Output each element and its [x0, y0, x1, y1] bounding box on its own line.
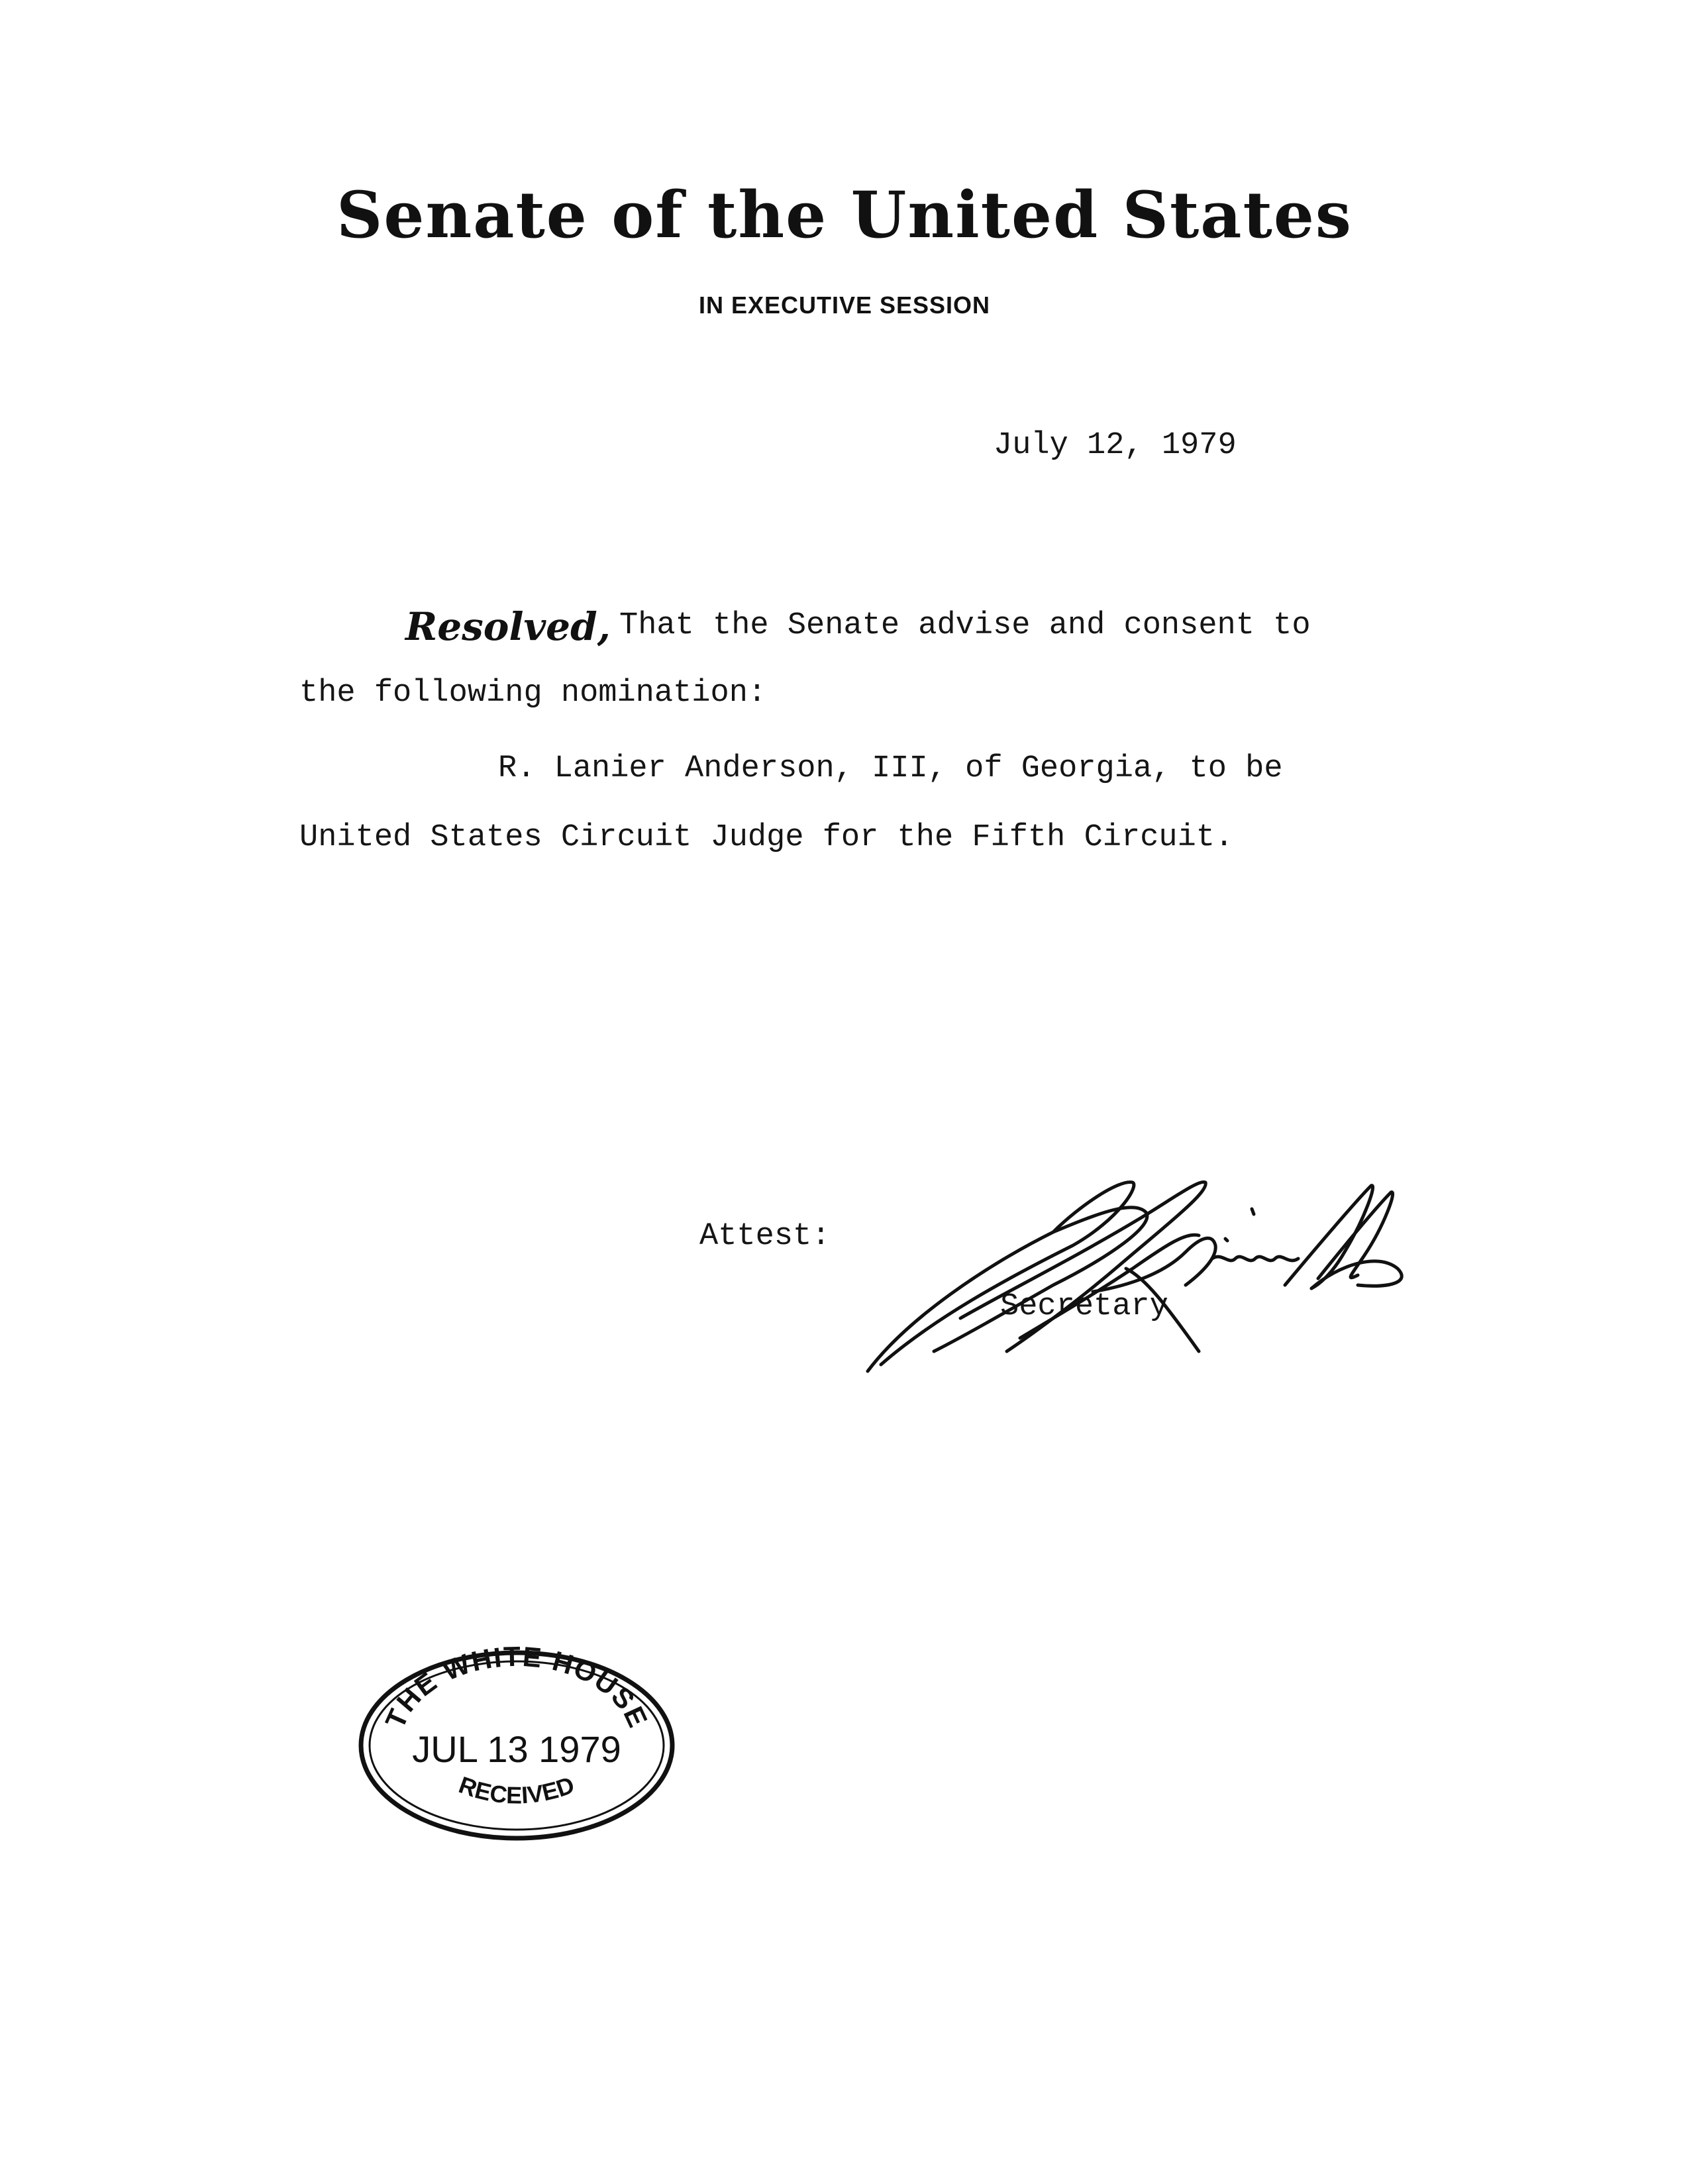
- page-title: Senate of the United States: [336, 178, 1353, 252]
- signature-image: [854, 1153, 1411, 1391]
- stamp-top-text: THE WHITE HOUSE: [379, 1643, 654, 1734]
- received-stamp: [351, 1643, 682, 1848]
- nomination-line-1: R. Lanier Anderson, III, of Georgia, to be: [498, 751, 1283, 786]
- resolution-line-2: the following nomination:: [299, 676, 767, 711]
- stamp-date-text: JUL 13 1979: [412, 1728, 621, 1770]
- resolution-line-1: That the Senate advise and consent to: [619, 608, 1311, 643]
- page-subtitle: IN EXECUTIVE SESSION: [698, 291, 991, 319]
- resolved-word: Resolved,: [405, 604, 611, 649]
- stamp-bottom-text: RECEIVED: [455, 1771, 578, 1809]
- attest-label: Attest:: [699, 1219, 831, 1254]
- document-date: July 12, 1979: [994, 428, 1237, 463]
- nomination-line-2: United States Circuit Judge for the Fifth Circuit.: [299, 820, 1234, 855]
- secretary-title: Secretary: [1000, 1289, 1168, 1324]
